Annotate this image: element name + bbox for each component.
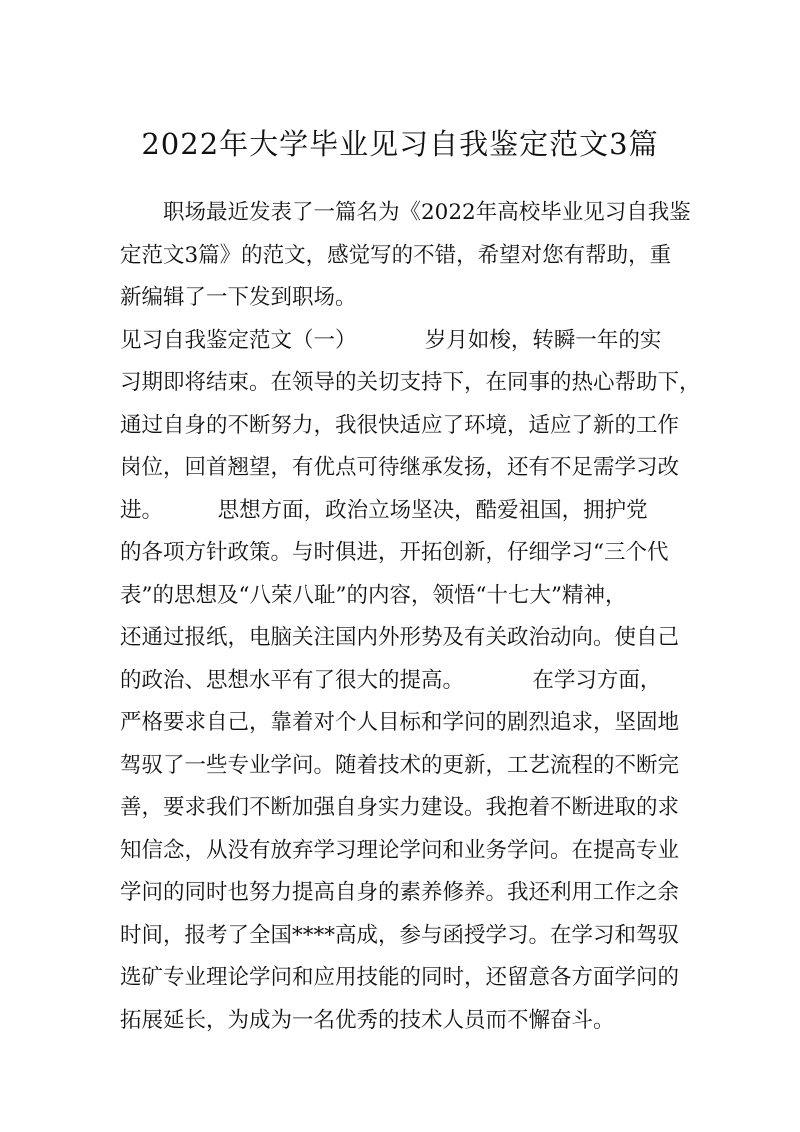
body-line-8: 进。 思想方面，政治立场坚决，酷爱祖国，拥护党 [120,498,648,523]
body-line-7: 岗位，回首翘望，有优点可待继承发扬，还有不足需学习改 [120,455,680,480]
body-line-14: 驾驭了一些专业学问。随着技术的更新，工艺流程的不断完 [120,753,680,778]
body-line-4: 见习自我鉴定范文（一） 岁月如梭，转瞬一年的实 [120,328,662,353]
body-line-18: 时间，报考了全国****高成，参与函授学习。在学习和驾驭 [120,923,680,948]
body-line-2: 定范文3篇》的范文，感觉写的不错，希望对您有帮助，重 [120,243,672,268]
body-line-13: 严格要求自己，靠着对个人目标和学问的剧烈追求，坚固地 [120,710,680,735]
body-line-3: 新编辑了一下发到职场。 [120,285,357,310]
body-line-20: 拓展延长，为成为一名优秀的技术人员而不懈奋斗。 [120,1008,615,1033]
body-line-10: 表”的思想及“八荣八耻”的内容，领悟“十七大”精神， [120,583,627,608]
document-title: 2022年大学毕业见习自我鉴定范文3篇 [141,127,659,161]
body-line-1: 职场最近发表了一篇名为《2022年高校毕业见习自我鉴 [163,200,691,225]
body-line-6: 通过自身的不断努力，我很快适应了环境，适应了新的工作 [120,413,680,438]
body-line-15: 善，要求我们不断加强自身实力建设。我抱着不断进取的求 [120,795,680,820]
body-line-16: 知信念，从没有放弃学习理论学问和业务学问。在提高专业 [120,838,680,863]
body-line-5: 习期即将结束。在领导的关切支持下，在同事的热心帮助下， [120,370,701,395]
body-line-12: 的政治、思想水平有了很大的提高。 在学习方面， [120,668,662,693]
body-line-17: 学问的同时也努力提高自身的素养修养。我还利用工作之余 [120,880,680,905]
body-line-11: 还通过报纸，电脑关注国内外形势及有关政治动向。使自己 [120,625,680,650]
body-line-9: 的各项方针政策。与时俱进，开拓创新，仔细学习“三个代 [120,540,669,565]
body-line-19: 选矿专业理论学问和应用技能的同时，还留意各方面学问的 [120,965,680,990]
